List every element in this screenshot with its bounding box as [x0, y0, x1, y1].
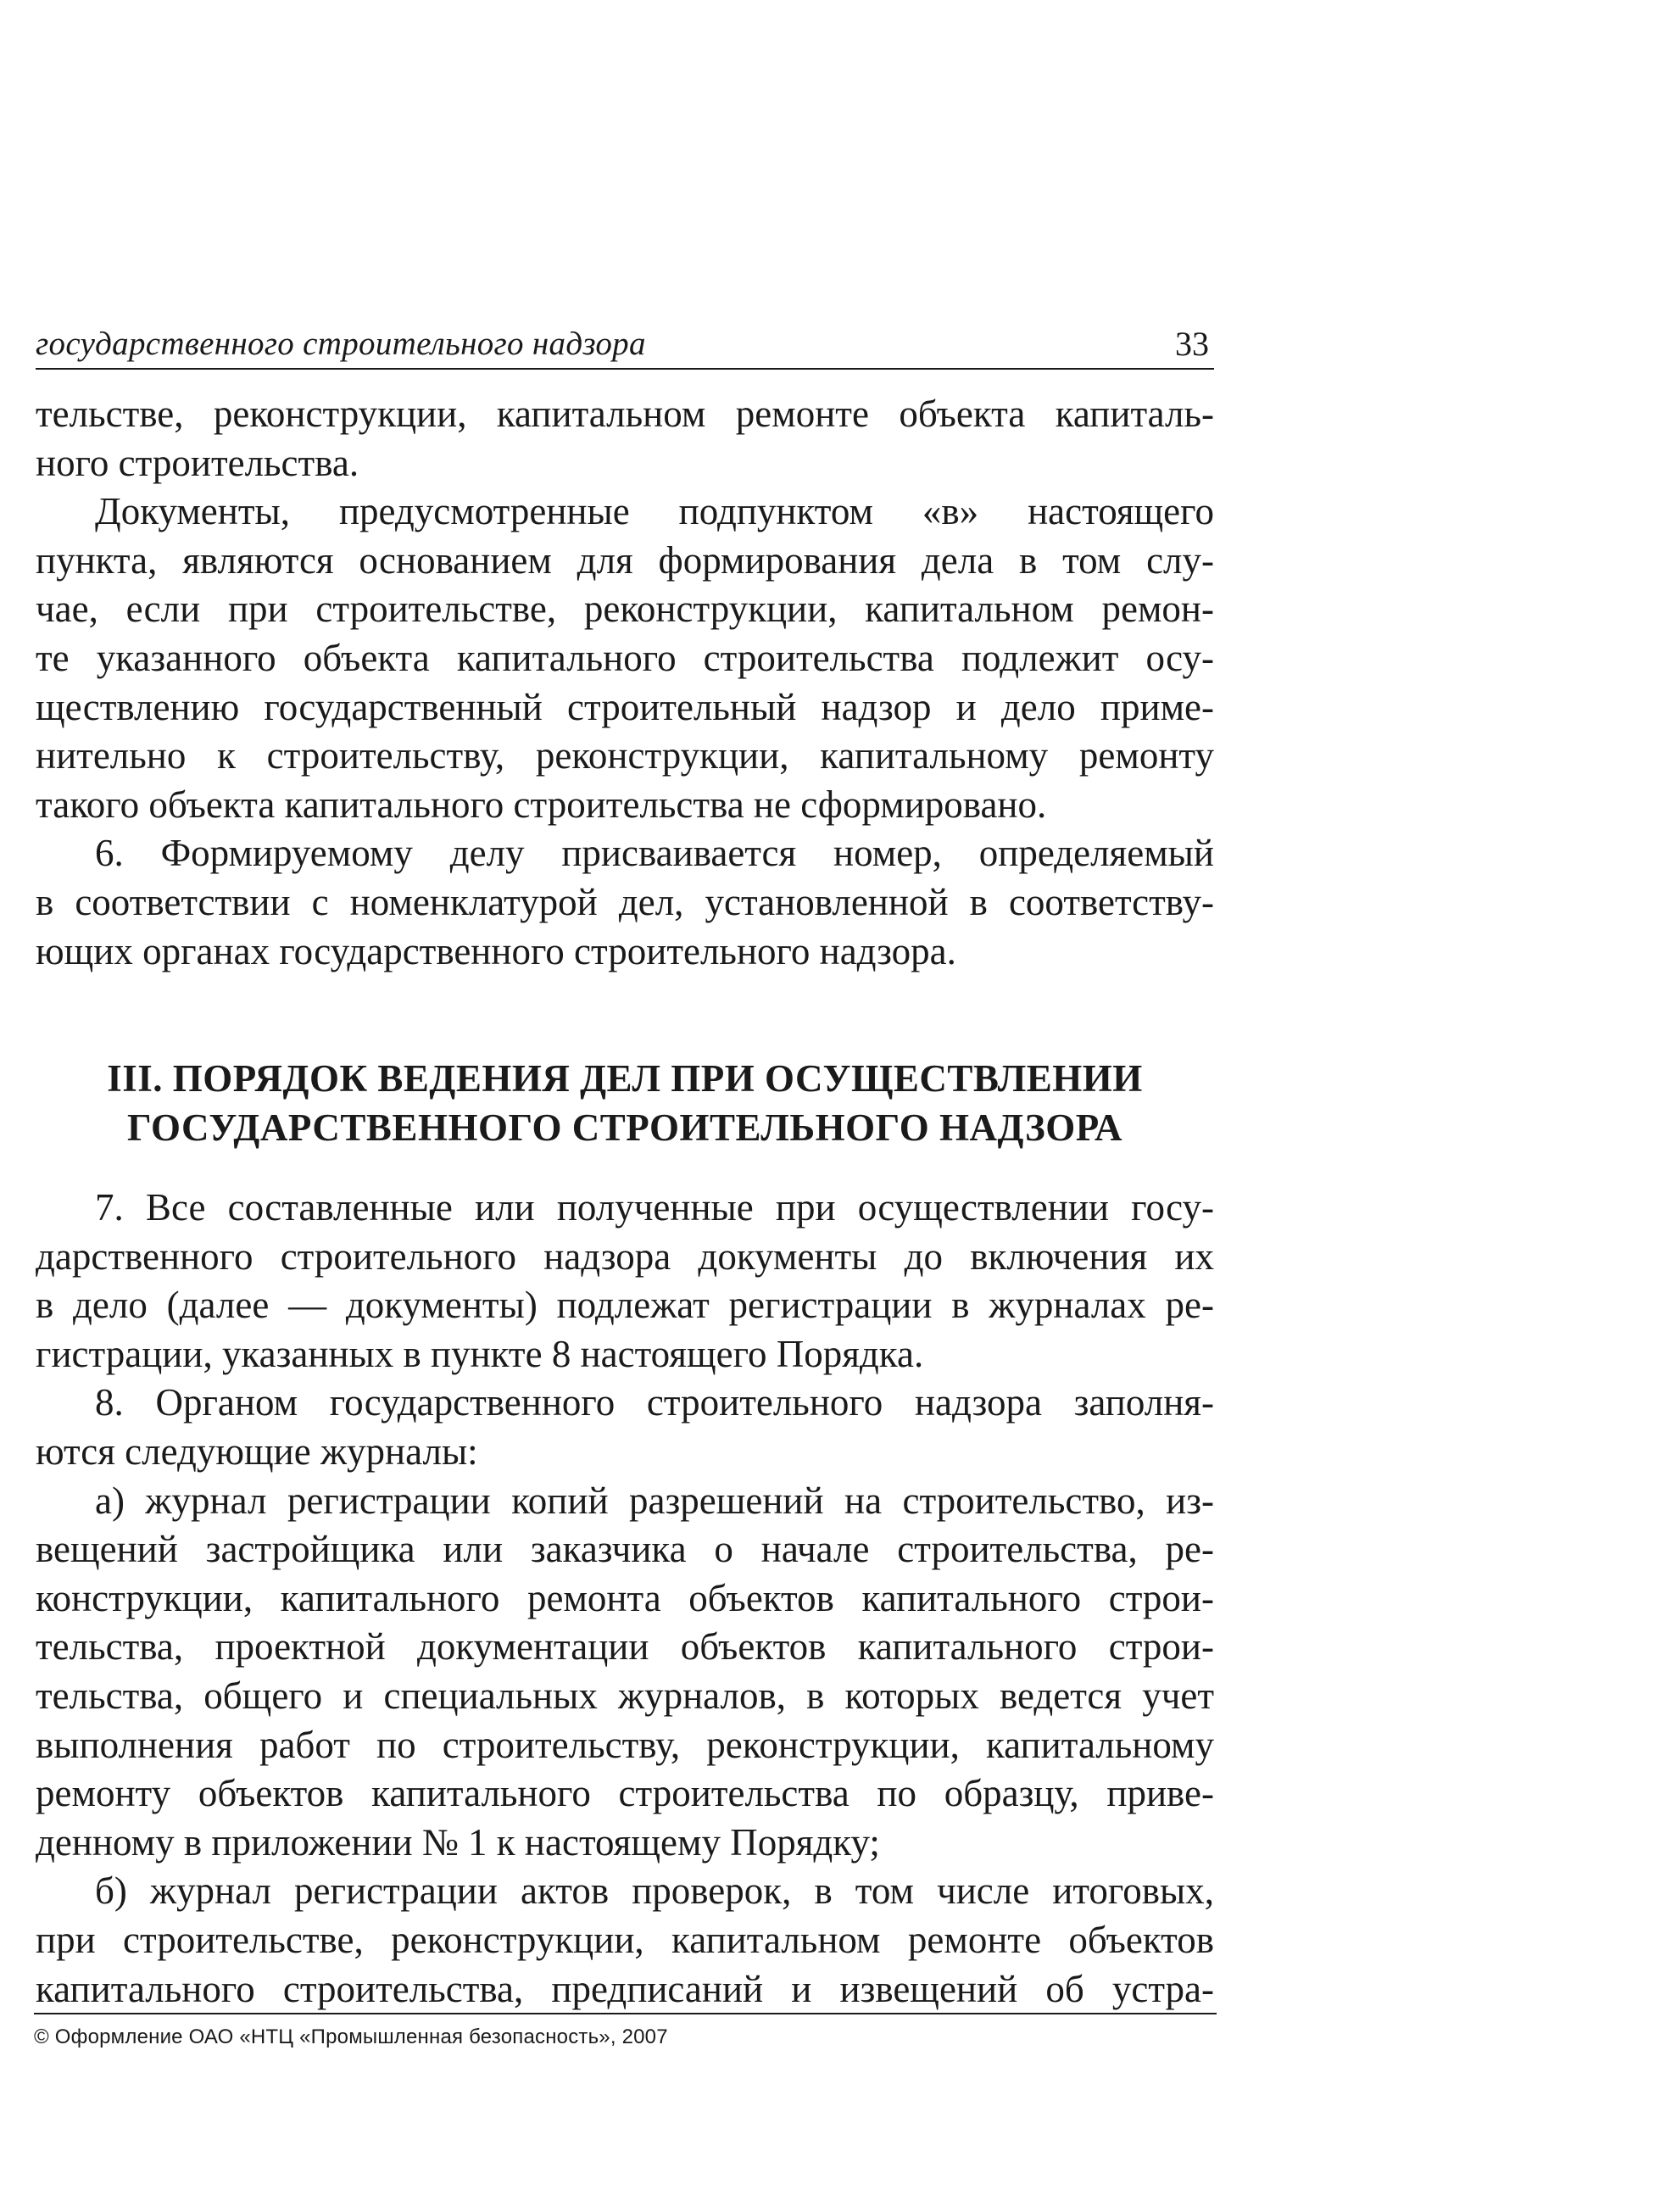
text-line: капитального строительства, предписаний и извещений об устра- — [36, 1967, 1214, 2010]
text-line: тельства, общего и специальных журналов, в которых ведется учет — [36, 1674, 1214, 1717]
text-line: нительно к строительству, реконструкции, капитальному ремонту — [36, 734, 1214, 777]
section-heading-line-2: ГОСУДАРСТВЕННОГО СТРОИТЕЛЬНОГО НАДЗОРА — [126, 1106, 1123, 1149]
text-line: б) журнал регистрации актов проверок, в том числе итоговых, — [95, 1869, 1214, 1913]
text-line: те указанного объекта капитального строительства подлежит осу- — [36, 636, 1214, 679]
section-heading — [36, 1054, 1214, 1152]
text-line: пункта, являются основанием для формирования дела в том слу- — [36, 538, 1214, 582]
text-line: конструкции, капитального ремонта объектов капитального строи- — [36, 1576, 1214, 1619]
text-line: выполнения работ по строительству, реконструкции, капитальному — [36, 1723, 1214, 1766]
text-line: тельстве, реконструкции, капитальном ремонте объекта капиталь- — [36, 393, 1214, 435]
body-text-block-1 — [36, 390, 1214, 976]
running-head-title: государственного строительного надзора — [36, 326, 646, 362]
text-line: денному в приложении № 1 к настоящему Порядку; — [36, 1820, 880, 1864]
text-line: Документы, предусмотренные подпунктом «в» настоящего — [95, 490, 1214, 533]
running-head — [36, 324, 1214, 370]
text-line: в дело (далее — документы) подлежат регистрации в журналах ре- — [36, 1284, 1214, 1327]
text-line: дарственного строительного надзора документы до включения их — [36, 1234, 1214, 1278]
text-line: а) журнал регистрации копий разрешений на строительство, из- — [95, 1479, 1214, 1522]
text-line: 8. Органом государственного строительного надзора заполня- — [95, 1381, 1214, 1424]
page-number: 33 — [1175, 325, 1209, 363]
text-line: вещений застройщика или заказчика о начале строительства, ре- — [36, 1528, 1214, 1571]
text-line: ются следующие журналы: — [36, 1429, 478, 1473]
text-line: гистрации, указанных в пункте 8 настоящего Порядка. — [36, 1332, 924, 1375]
text-line: ного строительства. — [36, 441, 359, 484]
text-line: 6. Формируемому делу присваивается номер, определяемый — [95, 832, 1214, 875]
body-text-block-2 — [36, 1184, 1214, 2014]
text-line: при строительстве, реконструкции, капитальном ремонте объектов — [36, 1918, 1214, 1961]
text-line: ющих органах государственного строительного надзора. — [36, 929, 956, 972]
text-line: в соответствии с номенклатурой дел, установленной в соответству- — [36, 880, 1214, 923]
text-line: ремонту объектов капитального строительства по образцу, приве- — [36, 1772, 1214, 1815]
text-line: ществлению государственный строительный надзор и дело приме- — [36, 685, 1214, 728]
text-line: тельства, проектной документации объектов капитального строи- — [36, 1625, 1214, 1669]
copyright-footer: © Оформление ОАО «НТЦ «Промышленная безопасность», 2007 — [34, 2013, 1217, 2050]
text-line: чае, если при строительстве, реконструкции, капитальном ремон- — [36, 588, 1214, 631]
section-heading-line-1: III. ПОРЯДОК ВЕДЕНИЯ ДЕЛ ПРИ ОСУЩЕСТВЛЕНИИ — [107, 1057, 1143, 1100]
text-line: 7. Все составленные или полученные при осуществлении госу- — [95, 1186, 1214, 1229]
text-line: такого объекта капитального строительства не сформировано. — [36, 783, 1047, 826]
